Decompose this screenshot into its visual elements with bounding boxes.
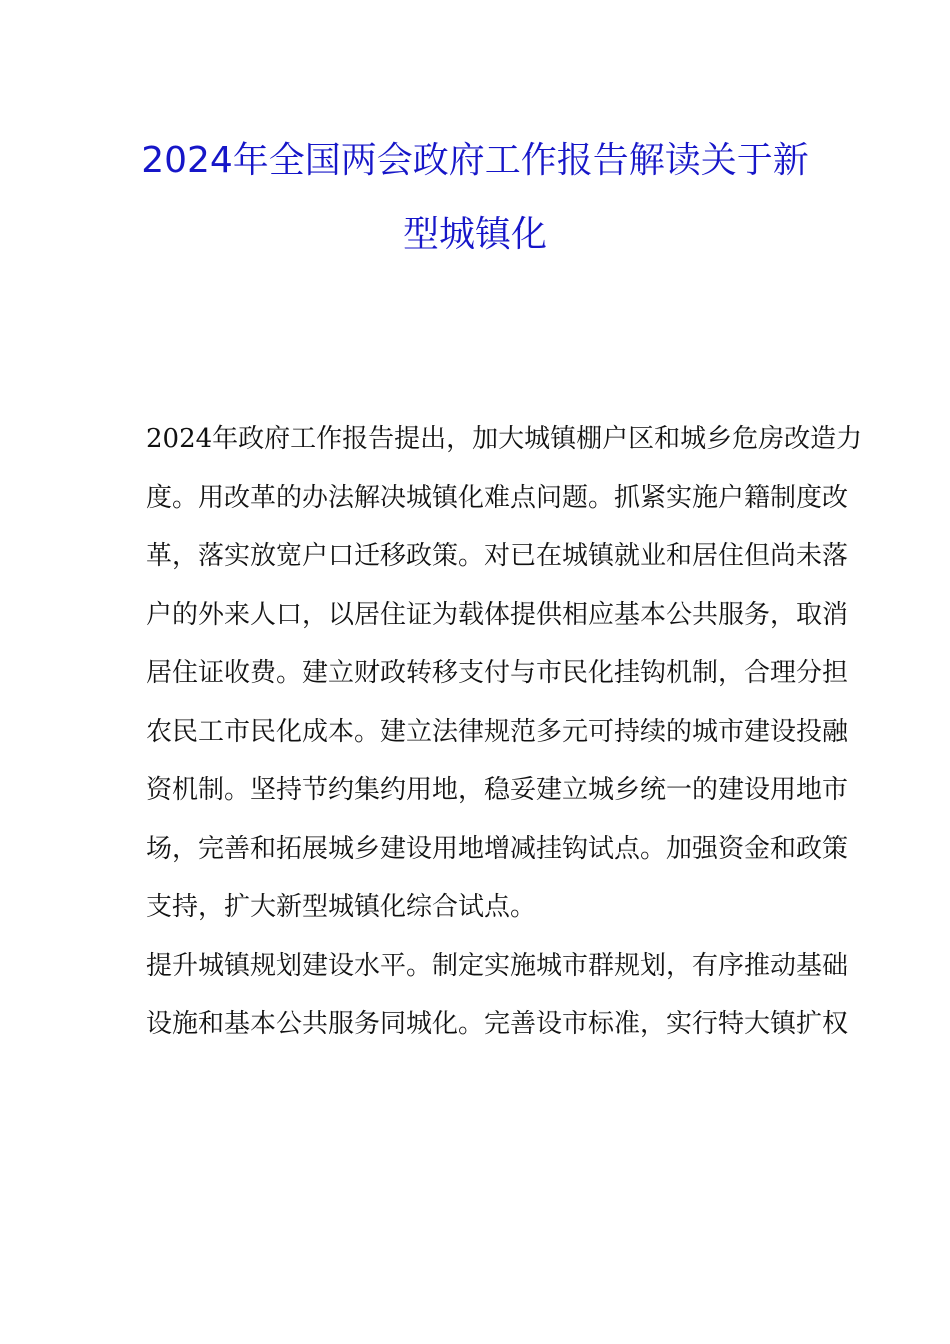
paragraph-line: 设施和基本公共服务同城化。完善设市标准，实行特大镇扩权 <box>146 1009 849 1039</box>
paragraph-2 <box>146 937 849 1054</box>
paragraph-line: 革，落实放宽户口迁移政策。对已在城镇就业和居住但尚未落 <box>146 541 849 571</box>
paragraph-line: 农民工市民化成本。建立法律规范多元可持续的城市建设投融 <box>146 716 849 747</box>
paragraph-line: 提升城镇规划建设水平。制定实施城市群规划，有序推动基础 <box>146 950 849 981</box>
paragraph-line: 场，完善和拓展城乡建设用地增减挂钩试点。加强资金和政策 <box>146 833 849 864</box>
document-body <box>146 410 863 1054</box>
paragraph-1 <box>146 410 863 937</box>
paragraph-line: 支持，扩大新型城镇化综合试点。 <box>146 892 537 922</box>
paragraph-line: 居住证收费。建立财政转移支付与市民化挂钩机制，合理分担 <box>146 658 849 688</box>
paragraph-line: 2024年政府工作报告提出，加大城镇棚户区和城乡危房改造力 <box>146 424 863 454</box>
paragraph-line: 度。用改革的办法解决城镇化难点问题。抓紧实施户籍制度改 <box>146 482 849 513</box>
document-title <box>140 124 810 272</box>
paragraph-line: 户的外来人口，以居住证为载体提供相应基本公共服务，取消 <box>146 599 849 630</box>
title-line-1: 2024年全国两会政府工作报告解读关于新 <box>141 140 809 181</box>
paragraph-line: 资机制。坚持节约集约用地，稳妥建立城乡统一的建设用地市 <box>146 775 849 805</box>
title-line-2: 型城镇化 <box>402 214 547 255</box>
